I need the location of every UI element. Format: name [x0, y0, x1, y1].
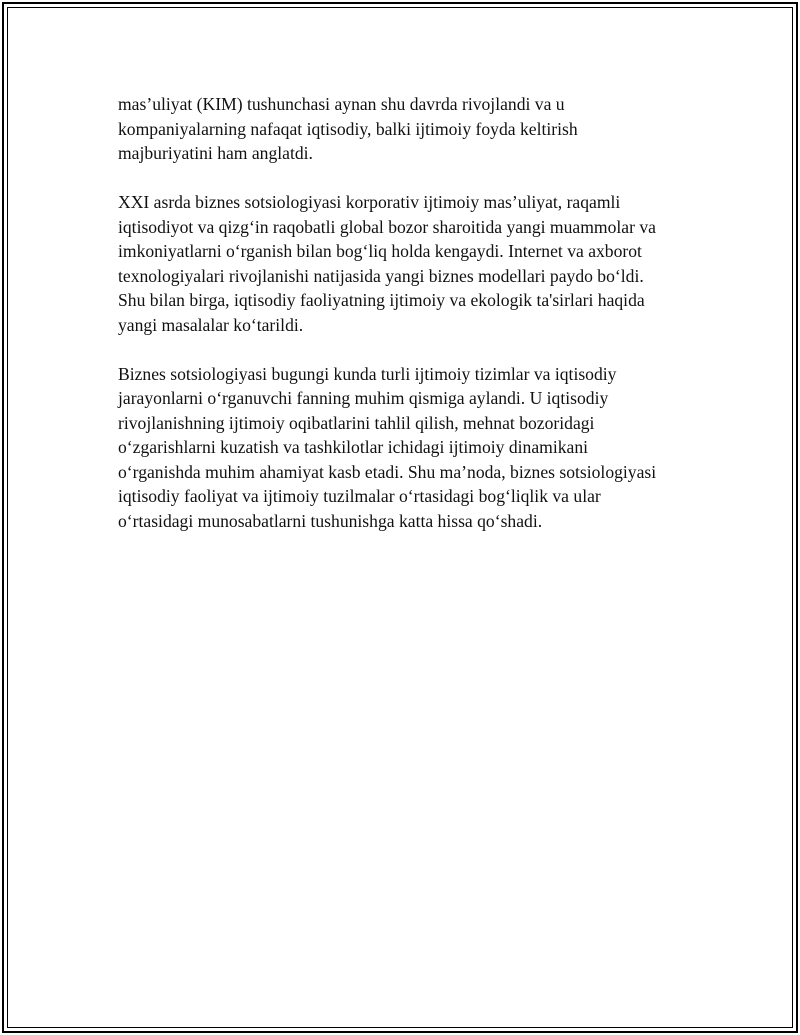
text-line: rivojlanishning ijtimoiy oqibatlarini tahlil qilish, mehnat bozoridagi: [118, 412, 595, 433]
paragraph-business-sociology-today: [118, 362, 708, 534]
text-line: majburiyatini ham anglatdi.: [118, 143, 313, 163]
document-body: [118, 92, 708, 558]
text-line: iqtisodiyot va qizg‘in raqobatli global bozor sharoitida yangi muammolar va: [118, 216, 656, 237]
text-line: o‘zgarishlarni kuzatish va tashkilotlar ichidagi ijtimoiy dinamikani: [118, 437, 589, 457]
text-line: Biznes sotsiologiyasi bugungi kunda turli ijtimoiy tizimlar va iqtisodiy: [118, 363, 617, 384]
text-line: imkoniyatlarni o‘rganish bilan bog‘liq holda kengaydi. Internet va axborot: [118, 241, 642, 261]
text-line: Shu bilan birga, iqtisodiy faoliyatning ijtimoiy va ekologik ta'sirlari haqida: [118, 290, 645, 310]
text-line: yangi masalalar ko‘tarildi.: [118, 314, 304, 335]
text-line: o‘rtasidagi munosabatlarni tushunishga katta hissa qo‘shadi.: [118, 510, 543, 531]
text-line: texnologiyalari rivojlanishi natijasida yangi biznes modellari paydo bo‘ldi.: [118, 265, 644, 286]
text-line: o‘rganishda muhim ahamiyat kasb etadi. Shu ma’noda, biznes sotsiologiyasi: [118, 461, 657, 482]
paragraph-xxi-century: [118, 190, 708, 337]
text-line: jarayonlarni o‘rganuvchi fanning muhim qismiga aylandi. U iqtisodiy: [118, 388, 609, 408]
text-line: kompaniyalarning nafaqat iqtisodiy, balki ijtimoiy foyda keltirish: [118, 118, 578, 139]
text-line: mas’uliyat (KIM) tushunchasi aynan shu davrda rivojlandi va u: [118, 94, 565, 114]
text-line: iqtisodiy faoliyat va ijtimoiy tuzilmalar o‘rtasidagi bog‘liqlik va ular: [118, 486, 601, 506]
paragraph-kim: [118, 92, 708, 166]
text-line: XXI asrda biznes sotsiologiyasi korporativ ijtimoiy mas’uliyat, raqamli: [118, 192, 621, 212]
